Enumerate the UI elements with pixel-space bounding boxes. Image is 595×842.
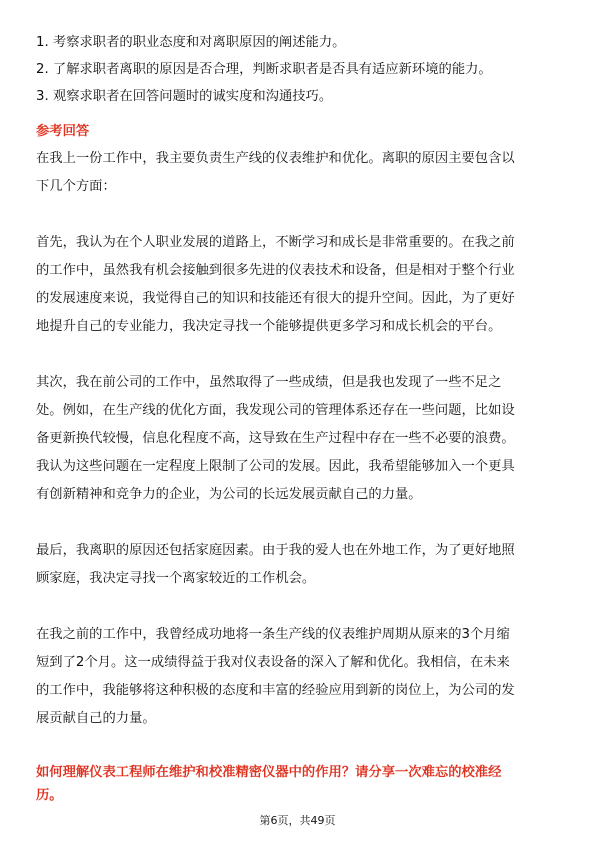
next-question-line: 如何理解仪表工程师在维护和校准精密仪器中的作用？请分享一次难忘的校准经 xyxy=(36,765,502,780)
evaluation-point-1: 1. 考察求职者的职业态度和对离职原因的阐述能力。 xyxy=(36,35,346,50)
answer-line: 备更新换代较慢，信息化程度不高，这导致在生产过程中存在一些不必要的浪费。 xyxy=(36,431,515,446)
answer-line: 下几个方面： xyxy=(36,179,116,194)
answer-line: 的工作中，虽然我有机会接触到很多先进的仪表技术和设备，但是相对于整个行业 xyxy=(36,263,515,278)
answer-line: 短到了2个月。这一成绩得益于我对仪表设备的深入了解和优化。我相信，在未来 xyxy=(36,655,510,670)
answer-line: 展贡献自己的力量。 xyxy=(36,711,156,726)
evaluation-point-3: 3. 观察求职者在回答问题时的诚实度和沟通技巧。 xyxy=(36,89,333,104)
page-footer: 第6页，共49页 xyxy=(259,814,336,827)
answer-line: 在我上一份工作中，我主要负责生产线的仪表维护和优化。离职的原因主要包含以 xyxy=(36,151,515,166)
answer-line: 地提升自己的专业能力，我决定寻找一个能够提供更多学习和成长机会的平台。 xyxy=(36,319,502,334)
answer-line: 最后，我离职的原因还包括家庭因素。由于我的爱人也在外地工作，为了更好地照 xyxy=(36,543,515,558)
answer-heading: 参考回答 xyxy=(36,124,90,139)
answer-line: 我认为这些问题在一定程度上限制了公司的发展。因此，我希望能够加入一个更具 xyxy=(36,459,515,474)
answer-line: 的发展速度来说，我觉得自己的知识和技能还有很大的提升空间。因此，为了更好 xyxy=(36,291,515,306)
answer-line: 首先，我认为在个人职业发展的道路上，不断学习和成长是非常重要的。在我之前 xyxy=(36,235,515,250)
answer-line: 顾家庭，我决定寻找一个离家较近的工作机会。 xyxy=(36,571,316,586)
evaluation-point-2: 2. 了解求职者离职的原因是否合理，判断求职者是否具有适应新环境的能力。 xyxy=(36,62,492,77)
answer-line: 处。例如，在生产线的优化方面，我发现公司的管理体系还存在一些问题，比如设 xyxy=(36,403,515,418)
answer-line: 有创新精神和竞争力的企业，为公司的长远发展贡献自己的力量。 xyxy=(36,487,422,502)
answer-line: 的工作中，我能够将这种积极的态度和丰富的经验应用到新的岗位上，为公司的发 xyxy=(36,683,515,698)
answer-line: 在我之前的工作中，我曾经成功地将一条生产线的仪表维护周期从原来的3个月缩 xyxy=(36,627,510,642)
answer-line: 其次，我在前公司的工作中，虽然取得了一些成绩，但是我也发现了一些不足之 xyxy=(36,375,502,390)
next-question-line: 历。 xyxy=(36,788,63,803)
